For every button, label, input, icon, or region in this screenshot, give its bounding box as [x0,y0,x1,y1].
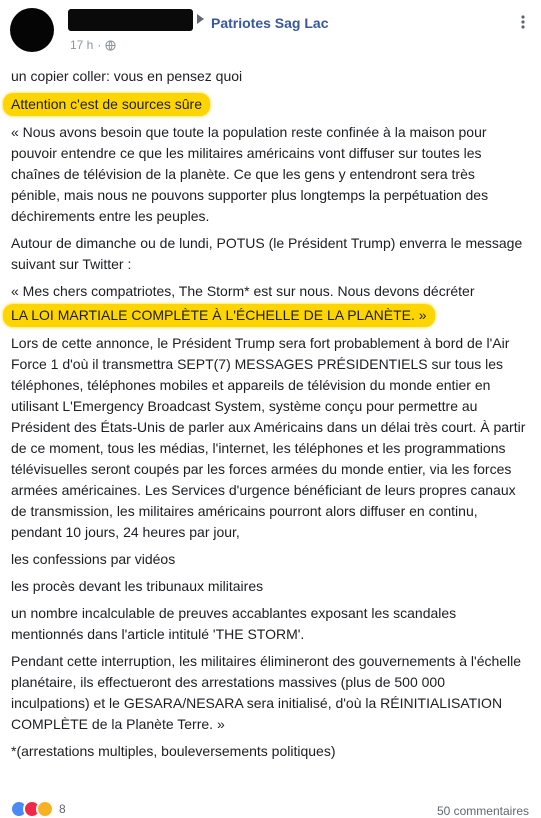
comments-count-link[interactable]: 50 commentaires [436,804,529,818]
triangle-right-icon [197,14,204,24]
post-footer [10,798,531,818]
post-paragraph: *(arrestations multiples, bouleversements politiques) [11,743,336,759]
post-paragraph: « Mes chers compatriotes, The Storm* est sur nous. Nous devons décréter [11,283,475,299]
post-header [10,6,531,58]
post-paragraph: « Nous avons besoin que toute la population reste confinée à la maison pour pouvoir entendre ce que les militaires américains vont diffuser sur toutes les chaînes de télévision de la planète. Ce que les gens y entendront sera très pénible, mais nous ne pouvons supporter plus longtemps la perpétuation des déchirements entre les peuples. [11,124,489,224]
post-meta [70,38,116,52]
post-paragraph: un copier coller: vous en pensez quoi [11,68,243,84]
group-name-link[interactable]: Patriotes Sag Lac [211,15,329,31]
highlighted-text: LA LOI MARTIALE COMPLÈTE À L'ÉCHELLE DE LA PLANÈTE. » [3,304,435,327]
post-body [11,66,526,768]
post-paragraph: Autour de dimanche ou de lundi, POTUS (le Président Trump) enverra le message suivant sur Twitter : [11,235,523,272]
post-paragraph: les procès devant les tribunaux militaires [11,578,264,594]
redacted-author-name [68,9,193,31]
post-timestamp[interactable]: 17 h [70,38,94,52]
post-paragraph: un nombre incalculable de preuves accablantes exposant les scandales mentionnés dans l'article intitulé 'THE STORM'. [11,605,457,642]
post-paragraph: Pendant cette interruption, les militaires élimineront des gouvernements à l'échelle planétaire, ils effectueront des arrestations massives (plus de 500 000 inculpations) et le GESARA/NESARA sera initialisé, d'où la RÉINITIALISATION COMPLÈTE de la Planète Terre. » [11,653,522,732]
reaction-count: 8 [59,802,66,816]
reactions-summary[interactable] [10,800,66,818]
globe-icon [105,40,116,51]
highlighted-text: Attention c'est de sources sûre [3,93,210,116]
wow-reaction-icon [36,800,54,818]
user-avatar[interactable] [10,8,54,52]
more-options-icon[interactable] [515,14,531,30]
meta-separator: · [97,38,102,52]
post-paragraph: Lors de cette annonce, le Président Trump sera fort probablement à bord de l'Air Force 1 d'où il transmettra SEPT(7) MESSAGES PRÉSIDENTIELS sur tous les téléphones, téléphones mobiles et appareils de télévision du monde entier en utilisant L'Emergency Broadcast System, système conçu pour permettre au Président des États-Unis de parler aux Américains dans un délai très court. À partir de ce moment, tous les médias, l'internet, les téléphones et les programmations télévisuelles seront coupés par les forces armées du monde entier, via les forces armées américaines. Les Services d'urgence bénéficiant de leurs propres canaux de transmission, les militaires américains pourront alors diffuser en continu, pendant 10 jours, 24 heures par jour, [11,335,526,540]
post-paragraph: les confessions par vidéos [11,551,176,567]
